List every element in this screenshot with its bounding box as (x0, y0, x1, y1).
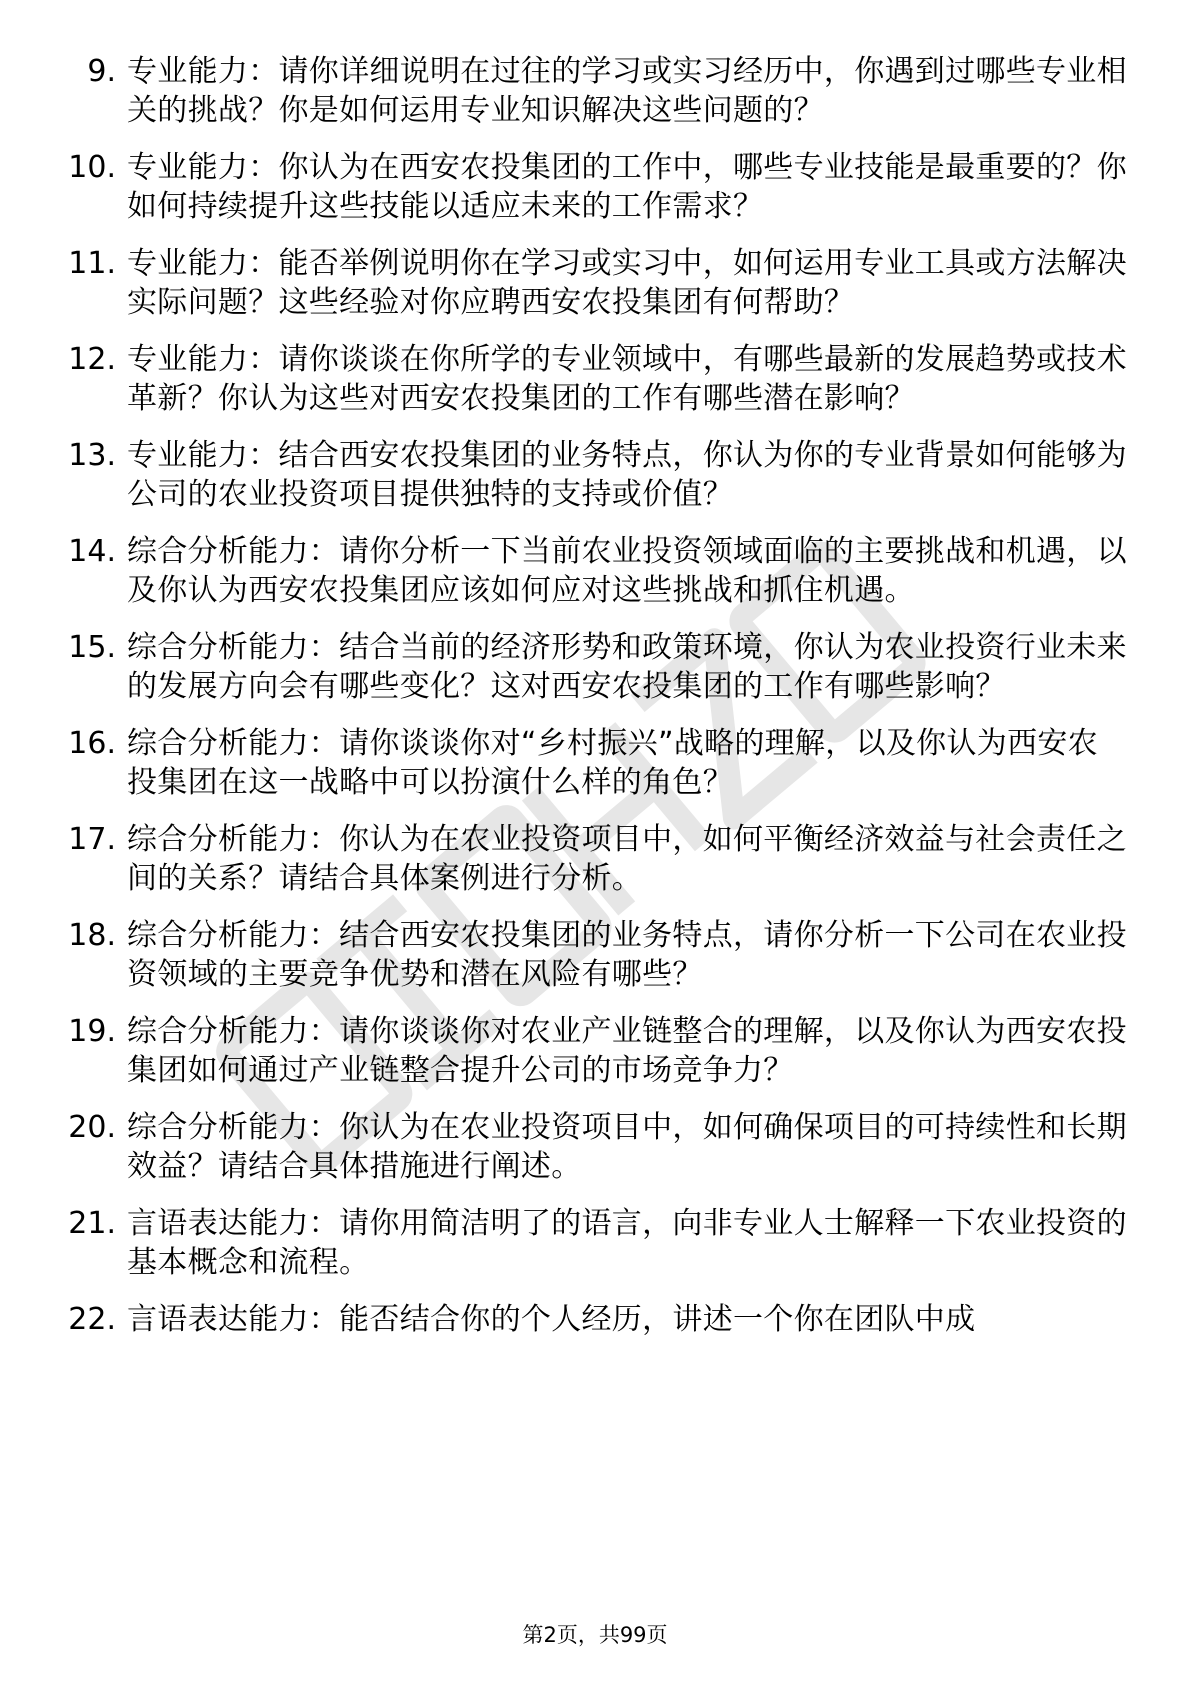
question-text: 综合分析能力：请你谈谈你对农业产业链整合的理解，以及你认为西安农投集团如何通过产业链整合提升公司的市场竞争力？ (127, 1014, 1127, 1088)
question-item (0, 436, 1190, 514)
question-text: 专业能力：结合西安农投集团的业务特点，你认为你的专业背景如何能够为公司的农业投资项目提供独特的支持或价值？ (127, 438, 1127, 512)
question-item (0, 340, 1190, 418)
question-item (0, 244, 1190, 322)
question-text: 综合分析能力：结合当前的经济形势和政策环境，你认为农业投资行业未来的发展方向会有哪些变化？这对西安农投集团的工作有哪些影响？ (127, 630, 1127, 704)
question-number: 22. (68, 1302, 116, 1337)
question-text: 综合分析能力：你认为在农业投资项目中，如何确保项目的可持续性和长期效益？请结合具体措施进行阐述。 (127, 1110, 1127, 1184)
question-list (0, 52, 1190, 1357)
question-item (0, 148, 1190, 226)
question-number: 12. (68, 342, 116, 377)
question-item (0, 916, 1190, 994)
page-footer: 第2页，共99页 (522, 1623, 668, 1647)
question-number: 11. (68, 246, 116, 281)
question-item (0, 52, 1190, 130)
question-number: 18. (68, 918, 116, 953)
question-text: 言语表达能力：请你用简洁明了的语言，向非专业人士解释一下农业投资的基本概念和流程。 (127, 1206, 1127, 1280)
question-number: 15. (68, 630, 116, 665)
question-text: 专业能力：能否举例说明你在学习或实习中，如何运用专业工具或方法解决实际问题？这些经验对你应聘西安农投集团有何帮助？ (127, 246, 1127, 320)
question-number: 10. (68, 150, 116, 185)
question-number: 17. (68, 822, 116, 857)
question-number: 16. (68, 726, 116, 761)
question-text: 综合分析能力：你认为在农业投资项目中，如何平衡经济效益与社会责任之间的关系？请结合具体案例进行分析。 (127, 822, 1127, 896)
question-number: 20. (68, 1110, 116, 1145)
question-item (0, 1300, 1190, 1339)
question-item (0, 1012, 1190, 1090)
question-number: 9. (87, 54, 116, 89)
question-number: 21. (68, 1206, 116, 1241)
question-item (0, 628, 1190, 706)
question-text: 综合分析能力：请你分析一下当前农业投资领域面临的主要挑战和机遇，以及你认为西安农投集团应该如何应对这些挑战和抓住机遇。 (127, 534, 1127, 608)
question-number: 13. (68, 438, 116, 473)
question-item (0, 820, 1190, 898)
question-item (0, 532, 1190, 610)
question-item (0, 724, 1190, 802)
question-text: 综合分析能力：结合西安农投集团的业务特点，请你分析一下公司在农业投资领域的主要竞争优势和潜在风险有哪些？ (127, 918, 1127, 992)
question-text: 专业能力：请你详细说明在过往的学习或实习经历中，你遇到过哪些专业相关的挑战？你是如何运用专业知识解决这些问题的？ (127, 54, 1127, 128)
question-item (0, 1108, 1190, 1186)
question-number: 14. (68, 534, 116, 569)
question-text: 言语表达能力：能否结合你的个人经历，讲述一个你在团队中成 (127, 1302, 976, 1337)
question-text: 综合分析能力：请你谈谈你对“乡村振兴”战略的理解，以及你认为西安农投集团在这一战略中可以扮演什么样的角色？ (127, 726, 1098, 800)
question-text: 专业能力：你认为在西安农投集团的工作中，哪些专业技能是最重要的？你如何持续提升这些技能以适应未来的工作需求？ (127, 150, 1127, 224)
question-number: 19. (68, 1014, 116, 1049)
question-text: 专业能力：请你谈谈在你所学的专业领域中，有哪些最新的发展趋势或技术革新？你认为这些对西安农投集团的工作有哪些潜在影响？ (127, 342, 1127, 416)
question-item (0, 1204, 1190, 1282)
